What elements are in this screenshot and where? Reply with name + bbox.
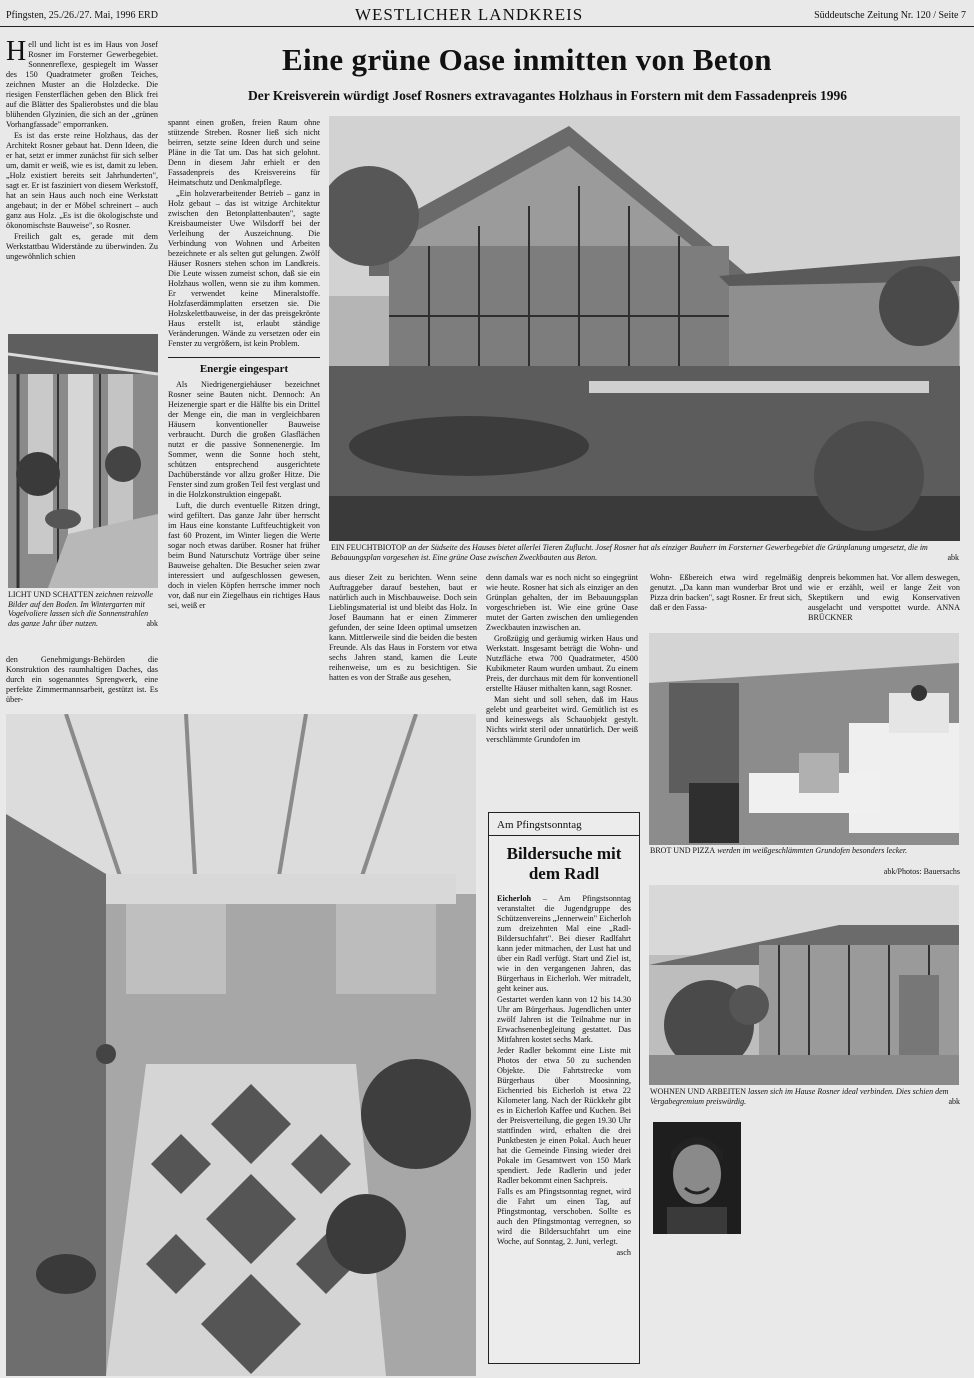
interior-illustration: [6, 714, 476, 1376]
paragraph: Luft, die durch eventuelle Ritzen dringt, wird gefiltert. Das ganze Jahr über herrscht im Haus eine konstante Luftfeuchtigkeit von fast 60 Prozent, im Winter liegen die Werte sogar noch etwas darüber. Rosner hat früher beim Bund Naturschutz Vorträge über seine Bauweise gehalten. Die Besucher seien zwar interessiert und aufgeschlossen gewesen, doch in vielen Köpfen herrsche immer noch vor, daß nur ein Ziegelhaus ein richtiges Haus sei, weiß er: [168, 501, 320, 610]
dropcap: H: [6, 36, 27, 67]
sidebar-credit: asch: [616, 1248, 631, 1257]
sidebar-box: [488, 812, 640, 1364]
header-date: Pfingsten, 25./26./27. Mai, 1996 ERD: [6, 10, 158, 21]
paragraph: ell und licht ist es im Haus von Josef Rosner im Forsterner Gewerbegebiet. Sonnenreflexe, gespiegelt im Wasser des 150 Quadratmeter großen Teiches, zeichnen Muster an die Holzdecke. Die riesigen Fensterflächen geben den Blick frei auf die Blätter des Spalierobstes und die blau blühenden Glyzinien, die sich an der „grünen Vorhangfassade" emporranken.: [6, 40, 158, 129]
oven-photo: [649, 633, 959, 845]
paragraph: Es ist das erste reine Holzhaus, das der Architekt Rosner gebaut hat. Denn Ideen, die er hat, setzt er immer zunächst für sich selber um, damit er weiß, wie es ist, damit zu leben. „Holz existiert bereits seit Jahrhunderten", sagt er. Er ist fasziniert von diesem Werkstoff, hat an sein Haus auch noch eine Werkstatt angebaut; in der er Möbel schreinert – auch ganz aus Holz. „Es ist die ökologischste und ökonomischste Bauweise", so Rosner.: [6, 131, 158, 230]
interior-skylight-photo: [6, 714, 476, 1376]
caption-text: an der Südseite des Hauses bietet allerlei Tieren Zuflucht. Josef Rosner hat als einziger Bauherr im Forsterner Gewerbegebiet die Grünplanung umgesetzt, die im Bebauungsplan vorgesehen ist. Eine grüne Oase zwischen Zweckbauten aus Beton.: [331, 543, 928, 562]
caption-lead: WOHNEN UND ARBEITEN: [650, 1087, 746, 1096]
oven-caption: [650, 846, 960, 856]
house-exterior-illustration: [649, 885, 959, 1085]
main-photo-caption: [331, 543, 959, 562]
paragraph: Freilich galt es, gerade mit dem Werkstattbau Widerstände zu überwinden. Zu ungewöhnlich schien: [6, 232, 158, 261]
sidebar-title: Bildersuche mit dem Radl: [506, 844, 622, 883]
paragraph: aus dieser Zeit zu berichten. Wenn seine Auftraggeber darauf bestehen, baut er natürlich auch in Mischbauweise. Doch sein Lieblingsmaterial ist und bleibt das Holz. In Josef Baumann hat er einen Zimmerer gefunden, der seine Ideen optimal umsetzen kann. Mittlerweile sind die beiden die besten Freunde. Als das Haus in Forstern vor etwa sechs Jahren stand, kamen die Leute reihenweise, um es zu besichtigen. Sie hatten es von der Straße aus gesehen,: [329, 573, 477, 682]
paragraph: Großzügig und geräumig wirken Haus und Werkstatt. Insgesamt beträgt die Wohn- und Nutzfläche etwa 700 Quadratmeter, 4500 Kubikmeter Raum wurden umbaut. Zu einem Preis, der durchaus mit dem für konventionell erstellte Häuser mithalten kann, sagt Rosner.: [486, 634, 638, 693]
caption-lead: EIN FEUCHTBIOTOP: [331, 543, 407, 552]
caption-text: zeichnen reizvolle Bilder auf den Boden. Im Wintergarten mit Vogelvoliere lassen sich die Sonnenstrahlen das ganze Jahr über nutzen.: [8, 590, 153, 628]
paragraph: Man sieht und soll sehen, daß im Haus gelebt und gearbeitet wird. Gemütlich ist es und keineswegs als Schauobjekt gestylt. Nichts wirkt steril oder unnatürlich. Der weiß verschlämmte Grundofen im: [486, 695, 638, 744]
header-rule: [0, 26, 974, 27]
paragraph: Gestartet werden kann von 12 bis 14.30 Uhr am Bürgerhaus. Jugendlichen unter zwölf Jahren ist die Teilnahme nur in Erwachsenenbegleitung gestattet. Das Mitfahren kostet sechs Mark.: [497, 995, 631, 1044]
caption-credit: abk: [948, 1096, 960, 1106]
wintergarten-photo: [8, 334, 158, 588]
column-1-bottom: [6, 655, 158, 706]
portrait-photo: [653, 1122, 741, 1234]
wintergarten-illustration: [8, 334, 158, 588]
section-title: WESTLICHER LANDKREIS: [355, 5, 584, 24]
caption-lead: LICHT UND SCHATTEN: [8, 590, 94, 599]
wintergarten-caption: [8, 590, 158, 628]
paragraph: Jeder Radler bekommt eine Liste mit Photos der etwa 50 zu suchenden Objekte. Die Fahrtstrecke vom Bürgerhaus über Moosinning, Eichenried bis Eicherloh ist etwa 22 Kilometer lang. Nach der Rückkehr gibt es in Eicherloh Kaffee und Kuchen. Bei der Preisverteilung, die gegen 19.30 Uhr stattfinden wird, erhalten die drei Punktbesten je einen Pokal. Auch heuer hat die Gemeinde Finsing wieder drei Pokale im Gesamtwert von 150 Mark spendiert. Jede Radlerin und jeder Radler bekommt einen Sachpreis.: [497, 1046, 631, 1185]
paragraph: denpreis bekommen hat. Vor allem deswegen, wie er erzählt, weil er lange Zeit von Skeptikern und ewig Konservativen ausgelacht und verspottet wurde. ANNA BRÜCKNER: [808, 573, 960, 622]
caption-text: werden im weißgeschlämmten Grundofen besonders lecker.: [715, 846, 908, 855]
house-pond-photo: [329, 116, 960, 541]
caption-lead: BROT UND PIZZA: [650, 846, 716, 855]
portrait-illustration: [653, 1122, 741, 1234]
column-2: [168, 118, 320, 612]
oven-illustration: [649, 633, 959, 845]
sidebar-lead: Eicherloh: [497, 894, 532, 903]
paragraph: denn damals war es noch nicht so eingegrünt wie heute. Rosner hat sich als einziger an den Grünplan gehalten, der im Bebauungsplan vorgeschrieben ist. Wie eine grüne Oase mutet der Garten zwischen den umliegenden Zweckbauten inzwischen an.: [486, 573, 638, 632]
subheadline: Der Kreisverein würdigt Josef Rosners extravagantes Holzhaus in Forstern mit dem Fassadenpreis 1996: [248, 88, 847, 103]
paragraph: – Am Pfingstsonntag veranstaltet die Jugendgruppe des Schützenvereins „Jennerwein" Eicherloh zum dreizehnten Mal eine „Radl-Bildersuchfahrt". Bei dieser Radlfahrt kann jeder mitmachen, der Lust hat und über ein Radl verfügt. Start und Ziel ist, wie in den vergangenen Jahren, das Bürgerhaus in Eicherloh. Wer mitradelt, geht keiner aus.: [497, 894, 631, 993]
paragraph: „Ein holzverarbeitender Betrieb – ganz in Holz gebaut – das ist witzige Architektur zwischen den Betonplattenbauten", sagte Kreisbaumeister Uwe Wilsdorff bei der Verleihung der Auszeichnung. Die Verbindung von Wohnen und Arbeiten bezeichnete er als selten gut gelungen. Zwölf Häuser Rosners stehen schon im Landkreis. Die Leute wissen zumeist schon, daß sie ein Holzhaus wollen, wenn sie zu ihm kommen. Er verwendet keine Mineralstoffe. Holzfaserdämmplatten ersetzen sie. Die Holzskelettbauweise, in der das preisgekrönte Haus erstellt ist, erlaubt ständige Veränderungen. Wände zu versetzen oder ein Fenster zu vergrößern, ist kein Problem.: [168, 189, 320, 348]
caption-credit: abk: [146, 618, 158, 628]
oven-credit: abk/Photos: Bauersachs: [883, 867, 960, 876]
column-3: [329, 573, 477, 684]
sidebar-kicker: Am Pfingstsonntag: [489, 813, 639, 836]
sidebar-body: [489, 894, 639, 1258]
house-caption: [650, 1087, 960, 1106]
paragraph: Wohn- Eßbereich etwa wird regelmäßig genutzt. „Da kann man wunderbar Brot und Pizza drin backen", sagt Rosner. Er freut sich, daß er den Fassa-: [650, 573, 802, 612]
caption-credit: abk: [947, 552, 959, 562]
section-heading: Energie eingespart: [168, 357, 320, 374]
caption-text: lassen sich im Hause Rosner ideal verbinden. Dies schien dem Vergabegremium preiswürdig.: [650, 1087, 949, 1106]
column-5: [650, 573, 802, 614]
headline: Eine grüne Oase inmitten von Beton: [282, 42, 772, 77]
paragraph: spannt einen großen, freien Raum ohne stützende Streben. Rosner ließ sich nicht beirren, setzte seine Ideen durch und seine Pläne in die Tat um. Das hat sich gelohnt. Denn in diesem Jahr erhielt er den Fassadenpreis des Kreisvereins für Heimatschutz und Denkmalpflege.: [168, 118, 320, 187]
column-6: [808, 573, 960, 624]
column-1-top: [6, 36, 158, 263]
header-paper: Süddeutsche Zeitung Nr. 120 / Seite 7: [814, 10, 966, 21]
column-4: [486, 573, 638, 746]
paragraph: Falls es am Pfingstsonntag regnet, wird die Fahrt um einen Tag, auf Pfingstmontag, verschoben. Sollte es auch den Pfingstmontag verregnen, so wird die Bildersuchfahrt um eine Woche, auf Sonntag, 2. Juni, verlegt.: [497, 1187, 631, 1246]
paragraph: Als Niedrigenergiehäuser bezeichnet Rosner seine Bauten nicht. Dennoch: An Heizenergie spart er die Hälfte bis ein Drittel der Menge ein, die man in vergleichbaren Häusern konventioneller Bauweise verbraucht. Durch die großen Glasflächen nutzt er die passive Sonnenenergie. Im Sommer, wenn die Sonne hoch steht, schützen entsprechend ausgerichtete Dachüberstände vor allzu großer Hitze. Die Fenster sind zum großen Teil fest verglast und in die Holzkonstruktion eingepaßt.: [168, 380, 320, 499]
paragraph: den Genehmigungs-Behörden die Konstruktion des raumhaltigen Daches, das durch ein sogenanntes Sprengwerk, eine perfekte Zimmermannsarbeit, gestützt ist. Es über-: [6, 655, 158, 704]
house-pond-illustration: [329, 116, 960, 541]
house-exterior-photo: [649, 885, 959, 1085]
